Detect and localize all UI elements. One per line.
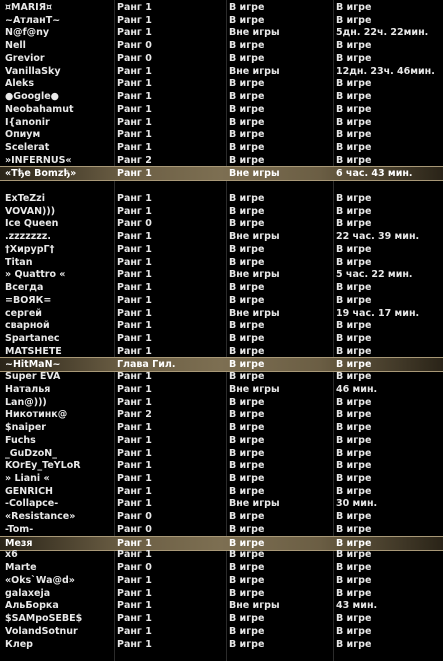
member-status: Вне игры (229, 65, 280, 77)
member-last-seen: В игре (336, 359, 372, 371)
roster-row[interactable] (0, 218, 443, 231)
member-last-seen: В игре (336, 638, 372, 650)
member-last-seen: В игре (336, 511, 372, 523)
member-rank: Ранг 1 (117, 103, 152, 115)
member-rank: Ранг 1 (117, 549, 152, 561)
member-last-seen: В игре (336, 574, 372, 586)
member-rank: Ранг 1 (117, 91, 152, 103)
member-name: Marte (5, 562, 37, 574)
member-status: В игре (229, 485, 265, 497)
member-last-seen: В игре (336, 396, 372, 408)
member-name: $naiper (5, 422, 46, 434)
roster-row[interactable] (0, 66, 443, 79)
member-status: В игре (229, 473, 265, 484)
member-last-seen: В игре (336, 256, 372, 268)
member-last-seen: В игре (336, 345, 372, 357)
member-rank: Ранг 1 (117, 307, 152, 319)
member-last-seen: В игре (336, 129, 372, 141)
member-rank: Ранг 1 (117, 294, 152, 306)
member-status: В игре (229, 523, 265, 535)
member-status: Вне игры (229, 231, 280, 243)
member-name: galaxeja (5, 587, 51, 599)
member-last-seen: В игре (336, 2, 372, 13)
member-status: Вне игры (229, 600, 280, 612)
member-name: $SAMpoSEBE$ (5, 613, 83, 625)
member-status: В игре (229, 256, 265, 268)
member-last-seen: 12дн. 23ч. 46мин. (336, 65, 435, 77)
member-last-seen: В игре (336, 332, 372, 344)
member-rank: Ранг 1 (117, 142, 152, 154)
member-last-seen: В игре (336, 294, 372, 306)
member-rank: Ранг 1 (117, 78, 152, 90)
member-name: »INFERNUS« (5, 154, 72, 166)
member-rank: Ранг 1 (117, 498, 152, 510)
member-status: В игре (229, 52, 265, 64)
member-last-seen: 46 мин. (336, 383, 378, 395)
member-name: Super EVA (5, 371, 61, 383)
member-rank: Ранг 1 (117, 345, 152, 357)
member-rank: Ранг 1 (117, 613, 152, 625)
member-last-seen: В игре (336, 14, 372, 26)
member-name: Lan@))) (5, 396, 47, 408)
member-rank: Ранг 0 (117, 52, 152, 64)
roster-row[interactable] (0, 91, 443, 104)
member-status: В игре (229, 2, 265, 13)
member-last-seen: В игре (336, 40, 372, 52)
roster-row[interactable] (0, 371, 443, 384)
member-last-seen: В игре (336, 103, 372, 115)
member-name: =BОЯК= (5, 294, 52, 306)
member-rank: Ранг 1 (117, 460, 152, 472)
member-name: Spartanec (5, 332, 60, 344)
member-last-seen: В игре (336, 549, 372, 561)
member-name: I{anonir (5, 116, 50, 128)
member-last-seen: В игре (336, 282, 372, 294)
member-status: Вне игры (229, 168, 280, 180)
member-status: В игре (229, 562, 265, 574)
roster-row[interactable] (0, 15, 443, 28)
roster-row[interactable] (0, 206, 443, 219)
member-name: «Resistance» (5, 511, 76, 523)
roster-row[interactable] (0, 27, 443, 40)
member-name: ExTeZzi (5, 192, 45, 204)
member-status: В игре (229, 129, 265, 141)
member-name: АльБорка (5, 600, 59, 612)
roster-row[interactable] (0, 193, 443, 206)
roster-row[interactable] (0, 129, 443, 142)
member-last-seen: В игре (336, 91, 372, 103)
member-rank: Ранг 1 (117, 587, 152, 599)
member-last-seen: В игре (336, 473, 372, 484)
member-rank: Ранг 1 (117, 447, 152, 459)
member-rank: Ранг 1 (117, 537, 152, 549)
member-last-seen: В игре (336, 371, 372, 383)
roster-row[interactable] (0, 78, 443, 91)
roster-row[interactable] (0, 613, 443, 626)
member-last-seen: В игре (336, 523, 372, 535)
member-rank: Глава Гил. (117, 359, 176, 371)
member-last-seen: В игре (336, 485, 372, 497)
roster-row[interactable] (0, 397, 443, 410)
member-name: Aleks (5, 78, 35, 90)
roster-row[interactable] (0, 308, 443, 321)
member-last-seen: В игре (336, 243, 372, 255)
roster-row[interactable] (0, 435, 443, 448)
member-name: GENRICH (5, 485, 54, 497)
roster-row[interactable] (0, 104, 443, 117)
roster-row[interactable] (0, 600, 443, 613)
member-name: » Liani « (5, 473, 50, 484)
member-name: сергей (5, 307, 42, 319)
member-status: В игре (229, 116, 265, 128)
roster-row[interactable] (0, 486, 443, 499)
member-rank: Ранг 1 (117, 422, 152, 434)
member-status: В игре (229, 40, 265, 52)
member-rank: Ранг 1 (117, 231, 152, 243)
member-status: Вне игры (229, 498, 280, 510)
roster-row[interactable] (0, 588, 443, 601)
member-rank: Ранг 1 (117, 485, 152, 497)
member-name: -Tom- (5, 523, 34, 535)
roster-row[interactable] (0, 498, 443, 511)
member-last-seen: В игре (336, 587, 372, 599)
roster-row[interactable] (0, 460, 443, 473)
member-name: ¤MARIЯ¤ (5, 2, 53, 13)
member-last-seen: В игре (336, 537, 372, 549)
member-last-seen: В игре (336, 218, 372, 230)
member-last-seen: В игре (336, 192, 372, 204)
member-last-seen: В игре (336, 52, 372, 64)
member-name: Scelerat (5, 142, 50, 154)
member-rank: Ранг 2 (117, 409, 152, 421)
member-rank: Ранг 1 (117, 396, 152, 408)
member-status: В игре (229, 359, 265, 371)
roster-row[interactable] (0, 562, 443, 575)
member-status: В игре (229, 638, 265, 650)
member-rank: Ранг 1 (117, 371, 152, 383)
member-name: Клер (5, 638, 33, 650)
member-status: В игре (229, 103, 265, 115)
member-status: В игре (229, 154, 265, 166)
member-rank: Ранг 1 (117, 168, 152, 180)
member-name: ~HitMaN~ (5, 359, 61, 371)
member-status: В игре (229, 587, 265, 599)
member-last-seen: В игре (336, 142, 372, 154)
member-last-seen: 5 час. 22 мин. (336, 269, 413, 281)
member-name: VOVAN))) (5, 205, 56, 217)
member-status: В игре (229, 549, 265, 561)
member-name: Мезя (5, 537, 33, 549)
member-name: †ХирурГ† (5, 243, 55, 255)
member-status: В игре (229, 537, 265, 549)
member-last-seen: В игре (336, 320, 372, 332)
roster-row[interactable] (0, 53, 443, 66)
member-last-seen: 30 мин. (336, 498, 378, 510)
member-rank: Ранг 0 (117, 523, 152, 535)
member-rank: Ранг 0 (117, 40, 152, 52)
member-name: Grevior (5, 52, 45, 64)
member-rank: Ранг 1 (117, 282, 152, 294)
member-name: VanillaSky (5, 65, 61, 77)
roster-row[interactable] (0, 384, 443, 397)
member-name: x6 (5, 549, 18, 561)
member-status: В игре (229, 371, 265, 383)
member-status: В игре (229, 14, 265, 26)
member-last-seen: В игре (336, 613, 372, 625)
roster-row[interactable] (0, 295, 443, 308)
member-rank: Ранг 1 (117, 14, 152, 26)
member-last-seen: В игре (336, 460, 372, 472)
roster-row[interactable] (0, 575, 443, 588)
member-rank: Ранг 1 (117, 192, 152, 204)
member-status: В игре (229, 574, 265, 586)
member-rank: Ранг 1 (117, 332, 152, 344)
member-name: сварной (5, 320, 50, 332)
member-last-seen: В игре (336, 422, 372, 434)
member-status: Вне игры (229, 27, 280, 39)
member-status: В игре (229, 422, 265, 434)
member-name: «Tђe Bomzђ» (5, 168, 77, 180)
member-rank: Ранг 1 (117, 243, 152, 255)
member-status: В игре (229, 396, 265, 408)
member-status: В игре (229, 320, 265, 332)
member-rank: Ранг 1 (117, 473, 152, 484)
roster-row[interactable] (0, 639, 443, 652)
member-status: В игре (229, 294, 265, 306)
member-rank: Ранг 1 (117, 320, 152, 332)
member-status: В игре (229, 613, 265, 625)
member-last-seen: В игре (336, 78, 372, 90)
roster-row[interactable] (0, 549, 443, 562)
roster-row[interactable] (0, 333, 443, 346)
member-rank: Ранг 0 (117, 562, 152, 574)
member-rank: Ранг 1 (117, 269, 152, 281)
member-rank: Ранг 1 (117, 600, 152, 612)
member-name: ~АтланТ~ (5, 14, 61, 26)
member-last-seen: В игре (336, 116, 372, 128)
member-last-seen: 43 мин. (336, 600, 378, 612)
member-rank: Ранг 1 (117, 434, 152, 446)
member-name: KOrEy_TeYLoR (5, 460, 81, 472)
member-rank: Ранг 1 (117, 383, 152, 395)
roster-row[interactable] (0, 180, 443, 193)
member-name: Ice Queen (5, 218, 59, 230)
member-last-seen: В игре (336, 562, 372, 574)
member-status: В игре (229, 78, 265, 90)
member-status: В игре (229, 91, 265, 103)
roster-row[interactable] (0, 142, 443, 155)
member-last-seen: 5дн. 22ч. 22мин. (336, 27, 429, 39)
member-status: Вне игры (229, 269, 280, 281)
member-status: В игре (229, 434, 265, 446)
member-name: Всегда (5, 282, 44, 294)
member-name: -Collapce- (5, 498, 59, 510)
member-rank: Ранг 1 (117, 625, 152, 637)
member-last-seen: В игре (336, 625, 372, 637)
member-last-seen: В игре (336, 154, 372, 166)
member-rank: Ранг 1 (117, 27, 152, 39)
member-name: MATSHETE (5, 345, 62, 357)
roster-row[interactable] (0, 231, 443, 244)
member-status: В игре (229, 409, 265, 421)
roster-row[interactable] (0, 448, 443, 461)
roster-row[interactable] (0, 2, 443, 15)
member-name: Fuchs (5, 434, 36, 446)
member-name: Titan (5, 256, 33, 268)
member-rank: Ранг 1 (117, 2, 152, 13)
member-status: В игре (229, 243, 265, 255)
member-last-seen: В игре (336, 205, 372, 217)
member-name: Nell (5, 40, 26, 52)
member-rank: Ранг 1 (117, 574, 152, 586)
member-last-seen: В игре (336, 434, 372, 446)
member-status: Вне игры (229, 307, 280, 319)
member-status: В игре (229, 142, 265, 154)
member-name: «Oks`Wa@d» (5, 574, 75, 586)
member-last-seen: 6 час. 43 мин. (336, 168, 413, 180)
member-status: В игре (229, 345, 265, 357)
member-name: ●Google● (5, 91, 59, 103)
member-last-seen: В игре (336, 409, 372, 421)
member-rank: Ранг 1 (117, 256, 152, 268)
member-name: _GuDzoN_ (5, 447, 57, 459)
member-name: Опиум (5, 129, 41, 141)
member-status: В игре (229, 192, 265, 204)
member-name: .zzzzzzz. (5, 231, 51, 243)
roster-row[interactable] (0, 511, 443, 524)
member-name: Neobahamut (5, 103, 74, 115)
member-rank: Ранг 0 (117, 218, 152, 230)
member-name: Никотинк@ (5, 409, 68, 421)
member-rank: Ранг 1 (117, 116, 152, 128)
roster-row[interactable] (0, 244, 443, 257)
member-last-seen: 19 час. 17 мин. (336, 307, 420, 319)
roster-row[interactable] (0, 40, 443, 53)
member-last-seen: 22 час. 39 мин. (336, 231, 420, 243)
roster-row[interactable] (0, 422, 443, 435)
roster-row[interactable] (0, 320, 443, 333)
member-rank: Ранг 1 (117, 65, 152, 77)
member-last-seen: В игре (336, 447, 372, 459)
member-name: Наталья (5, 383, 51, 395)
member-status: В игре (229, 447, 265, 459)
roster-row[interactable] (0, 257, 443, 270)
member-status: В игре (229, 282, 265, 294)
roster-row[interactable] (0, 117, 443, 130)
member-status: В игре (229, 511, 265, 523)
member-status: В игре (229, 332, 265, 344)
roster-row[interactable] (0, 409, 443, 422)
member-rank: Ранг 1 (117, 205, 152, 217)
member-name: » Quattro « (5, 269, 66, 281)
member-rank: Ранг 1 (117, 638, 152, 650)
member-rank: Ранг 0 (117, 511, 152, 523)
roster-row[interactable] (0, 269, 443, 282)
member-name: VolandSotnur (5, 625, 78, 637)
member-status: В игре (229, 218, 265, 230)
member-name: N@f@ny (5, 27, 50, 39)
member-rank: Ранг 2 (117, 154, 152, 166)
roster-row[interactable] (0, 626, 443, 639)
member-status: Вне игры (229, 383, 280, 395)
roster-row[interactable] (0, 473, 443, 486)
member-status: В игре (229, 205, 265, 217)
member-status: В игре (229, 625, 265, 637)
member-rank: Ранг 1 (117, 129, 152, 141)
roster-row[interactable] (0, 282, 443, 295)
member-status: В игре (229, 460, 265, 472)
